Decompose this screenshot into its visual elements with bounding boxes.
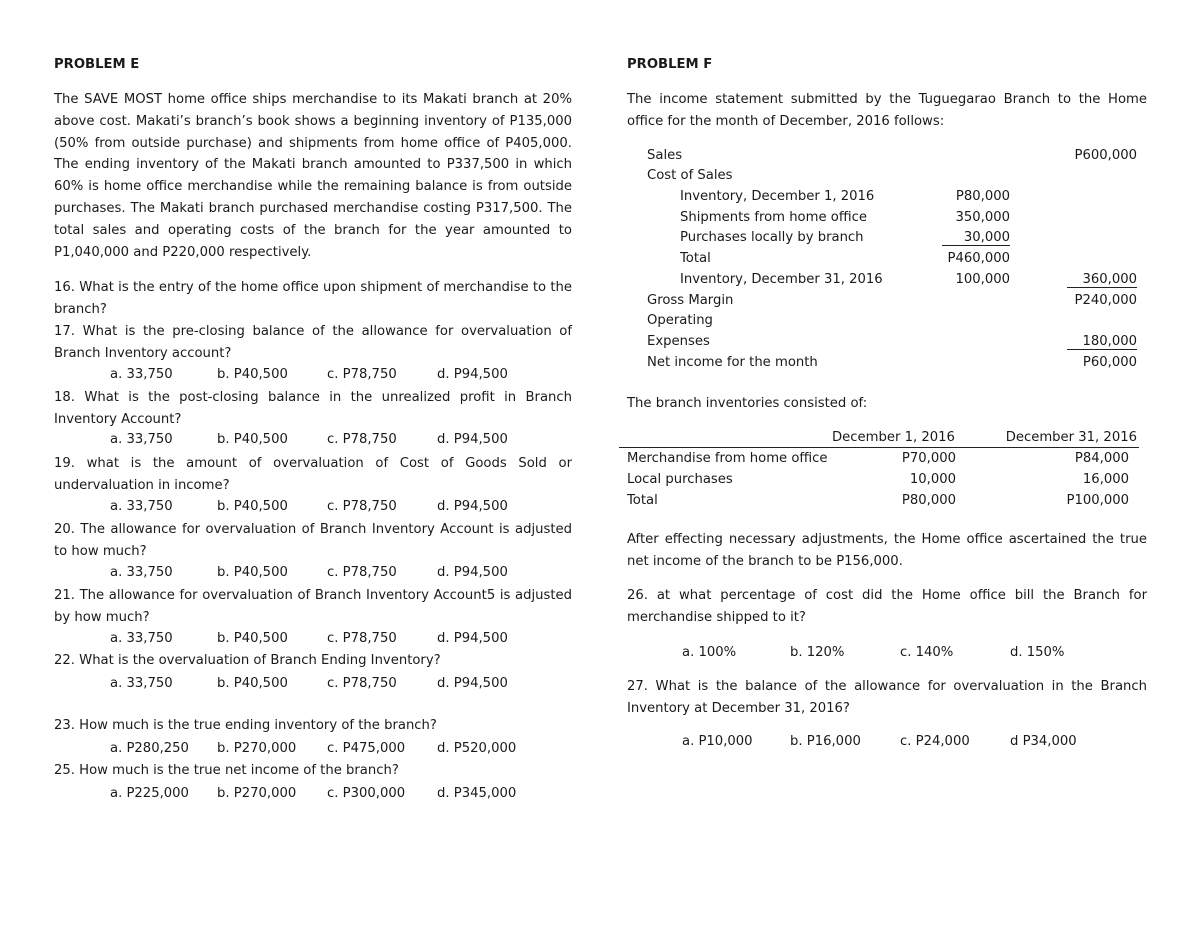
gross-margin-label: Gross Margin — [647, 293, 734, 308]
inventories-intro: The branch inventories consisted of: — [627, 396, 868, 411]
problem-e-intro: The SAVE MOST home office ships merchandise to its Makati branch at 20% above cost. Makati’s branch’s book shows a beginning inventory of P135,000 (50% from outside purchase) and shipments from home office of P405,000. The ending inventory of the Makati branch amounted to P337,500 in which 60% is home office merchandise while the remaining balance is from outside purchases. The Makati branch purchased merchandise costing P317,500. The total sales and operating costs of the branch for the year amounted to P1,040,000 and P220,000 respectively. — [54, 92, 572, 260]
inventory-dec1-label: Inventory, December 1, 2016 — [680, 189, 875, 204]
option-d: d. P94,500 — [437, 499, 508, 514]
question-25-options — [54, 786, 572, 806]
after-adjustments-text: After effecting necessary adjustments, the Home office ascertained the true net income of the branch to be P156,000. — [627, 532, 1147, 569]
gross-margin-value: P240,000 — [1074, 293, 1137, 308]
option-a: a. P10,000 — [682, 734, 753, 749]
question-22: 22. What is the overvaluation of Branch Ending Inventory? — [54, 653, 441, 668]
cost-of-sales-label: Cost of Sales — [647, 168, 733, 183]
question-18: 18. What is the post-closing balance in the unrealized profit in Branch Inventory Account? — [54, 390, 572, 427]
option-b: b. P40,500 — [217, 367, 288, 382]
option-a: a. 33,750 — [110, 499, 173, 514]
option-a: a. 33,750 — [110, 367, 173, 382]
option-d: d. 150% — [1010, 645, 1065, 660]
option-c: c. 140% — [900, 645, 954, 660]
option-c: c. P78,750 — [327, 432, 397, 447]
option-b: b. P40,500 — [217, 676, 288, 691]
option-d: d. P94,500 — [437, 432, 508, 447]
shipments-label: Shipments from home office — [680, 210, 867, 225]
option-b: b. P40,500 — [217, 432, 288, 447]
option-c: c. P24,000 — [900, 734, 970, 749]
question-25: 25. How much is the true net income of the branch? — [54, 763, 399, 778]
question-26-options — [627, 645, 1147, 665]
option-c: c. P78,750 — [327, 676, 397, 691]
net-income-value: P60,000 — [1082, 355, 1137, 370]
question-18-options — [54, 432, 572, 452]
option-a: a. 100% — [682, 645, 737, 660]
row-label: Merchandise from home office — [627, 451, 828, 466]
option-b: b. P270,000 — [217, 786, 297, 801]
inventory-dec31-value: 100,000 — [955, 272, 1010, 287]
question-23: 23. How much is the true ending inventory of the branch? — [54, 718, 437, 733]
option-a: a. 33,750 — [110, 631, 173, 646]
question-19-options — [54, 499, 572, 519]
question-26: 26. at what percentage of cost did the Home office bill the Branch for merchandise shipped to it? — [627, 588, 1147, 625]
expenses-value: 180,000 — [1067, 334, 1137, 350]
cost-of-sales-value: 360,000 — [1067, 272, 1137, 288]
option-b: b. 120% — [790, 645, 845, 660]
option-c: c. P475,000 — [327, 741, 406, 756]
question-20: 20. The allowance for overvaluation of Branch Inventory Account is adjusted to how much? — [54, 522, 572, 559]
option-a: a. 33,750 — [110, 565, 173, 580]
row-dec31-value: 16,000 — [1082, 472, 1129, 487]
operating-label: Operating — [647, 313, 713, 328]
option-c: c. P78,750 — [327, 499, 397, 514]
row-dec1-value: 10,000 — [909, 472, 956, 487]
question-20-options — [54, 565, 572, 585]
table-rule — [619, 447, 1139, 448]
row-dec31-value: P100,000 — [1066, 493, 1129, 508]
total-value: P460,000 — [947, 251, 1010, 266]
option-d: d. P520,000 — [437, 741, 517, 756]
net-income-label: Net income for the month — [647, 355, 818, 370]
question-17-options — [54, 367, 572, 387]
expenses-label: Expenses — [647, 334, 710, 349]
sales-value: P600,000 — [1074, 148, 1137, 163]
question-27-options — [627, 734, 1147, 754]
option-b: b. P16,000 — [790, 734, 861, 749]
inventory-dec1-value: P80,000 — [955, 189, 1010, 204]
option-b: b. P40,500 — [217, 565, 288, 580]
row-dec31-value: P84,000 — [1074, 451, 1129, 466]
sales-label: Sales — [647, 148, 683, 163]
row-dec1-value: P80,000 — [901, 493, 956, 508]
option-c: c. P78,750 — [327, 565, 397, 580]
problem-f-heading: PROBLEM F — [627, 57, 713, 72]
inventory-dec31-label: Inventory, December 31, 2016 — [680, 272, 883, 287]
question-17: 17. What is the pre-closing balance of the allowance for overvaluation of Branch Inventory account? — [54, 324, 572, 361]
shipments-value: 350,000 — [955, 210, 1010, 225]
option-b: b. P40,500 — [217, 499, 288, 514]
question-21-options — [54, 631, 572, 651]
option-d: d. P94,500 — [437, 565, 508, 580]
row-dec1-value: P70,000 — [901, 451, 956, 466]
option-d: d. P94,500 — [437, 676, 508, 691]
option-b: b. P270,000 — [217, 741, 297, 756]
option-b: b. P40,500 — [217, 631, 288, 646]
question-23-options — [54, 741, 572, 761]
question-27: 27. What is the balance of the allowance for overvaluation in the Branch Inventory at December 31, 2016? — [627, 679, 1147, 716]
col-header-dec1: December 1, 2016 — [832, 430, 955, 445]
option-d: d. P345,000 — [437, 786, 517, 801]
problem-e-heading: PROBLEM E — [54, 57, 140, 72]
question-19: 19. what is the amount of overvaluation of Cost of Goods Sold or undervaluation in income? — [54, 456, 572, 493]
purchases-label: Purchases locally by branch — [680, 230, 864, 245]
option-c: c. P300,000 — [327, 786, 406, 801]
purchases-value: 30,000 — [942, 230, 1010, 246]
row-label: Local purchases — [627, 472, 733, 487]
question-21: 21. The allowance for overvaluation of Branch Inventory Account5 is adjusted by how much? — [54, 588, 572, 625]
total-label: Total — [680, 251, 711, 266]
col-header-dec31: December 31, 2016 — [1005, 430, 1137, 445]
option-a: a. 33,750 — [110, 432, 173, 447]
problem-f-intro: The income statement submitted by the Tuguegarao Branch to the Home office for the month of December, 2016 follows: — [627, 92, 1147, 129]
row-label: Total — [627, 493, 658, 508]
option-c: c. P78,750 — [327, 367, 397, 382]
question-22-options — [54, 676, 572, 696]
option-d: d. P94,500 — [437, 367, 508, 382]
option-a: a. P280,250 — [110, 741, 189, 756]
option-d: d P34,000 — [1010, 734, 1077, 749]
option-a: a. 33,750 — [110, 676, 173, 691]
question-16: 16. What is the entry of the home office upon shipment of merchandise to the branch? — [54, 280, 572, 317]
option-d: d. P94,500 — [437, 631, 508, 646]
option-c: c. P78,750 — [327, 631, 397, 646]
option-a: a. P225,000 — [110, 786, 189, 801]
